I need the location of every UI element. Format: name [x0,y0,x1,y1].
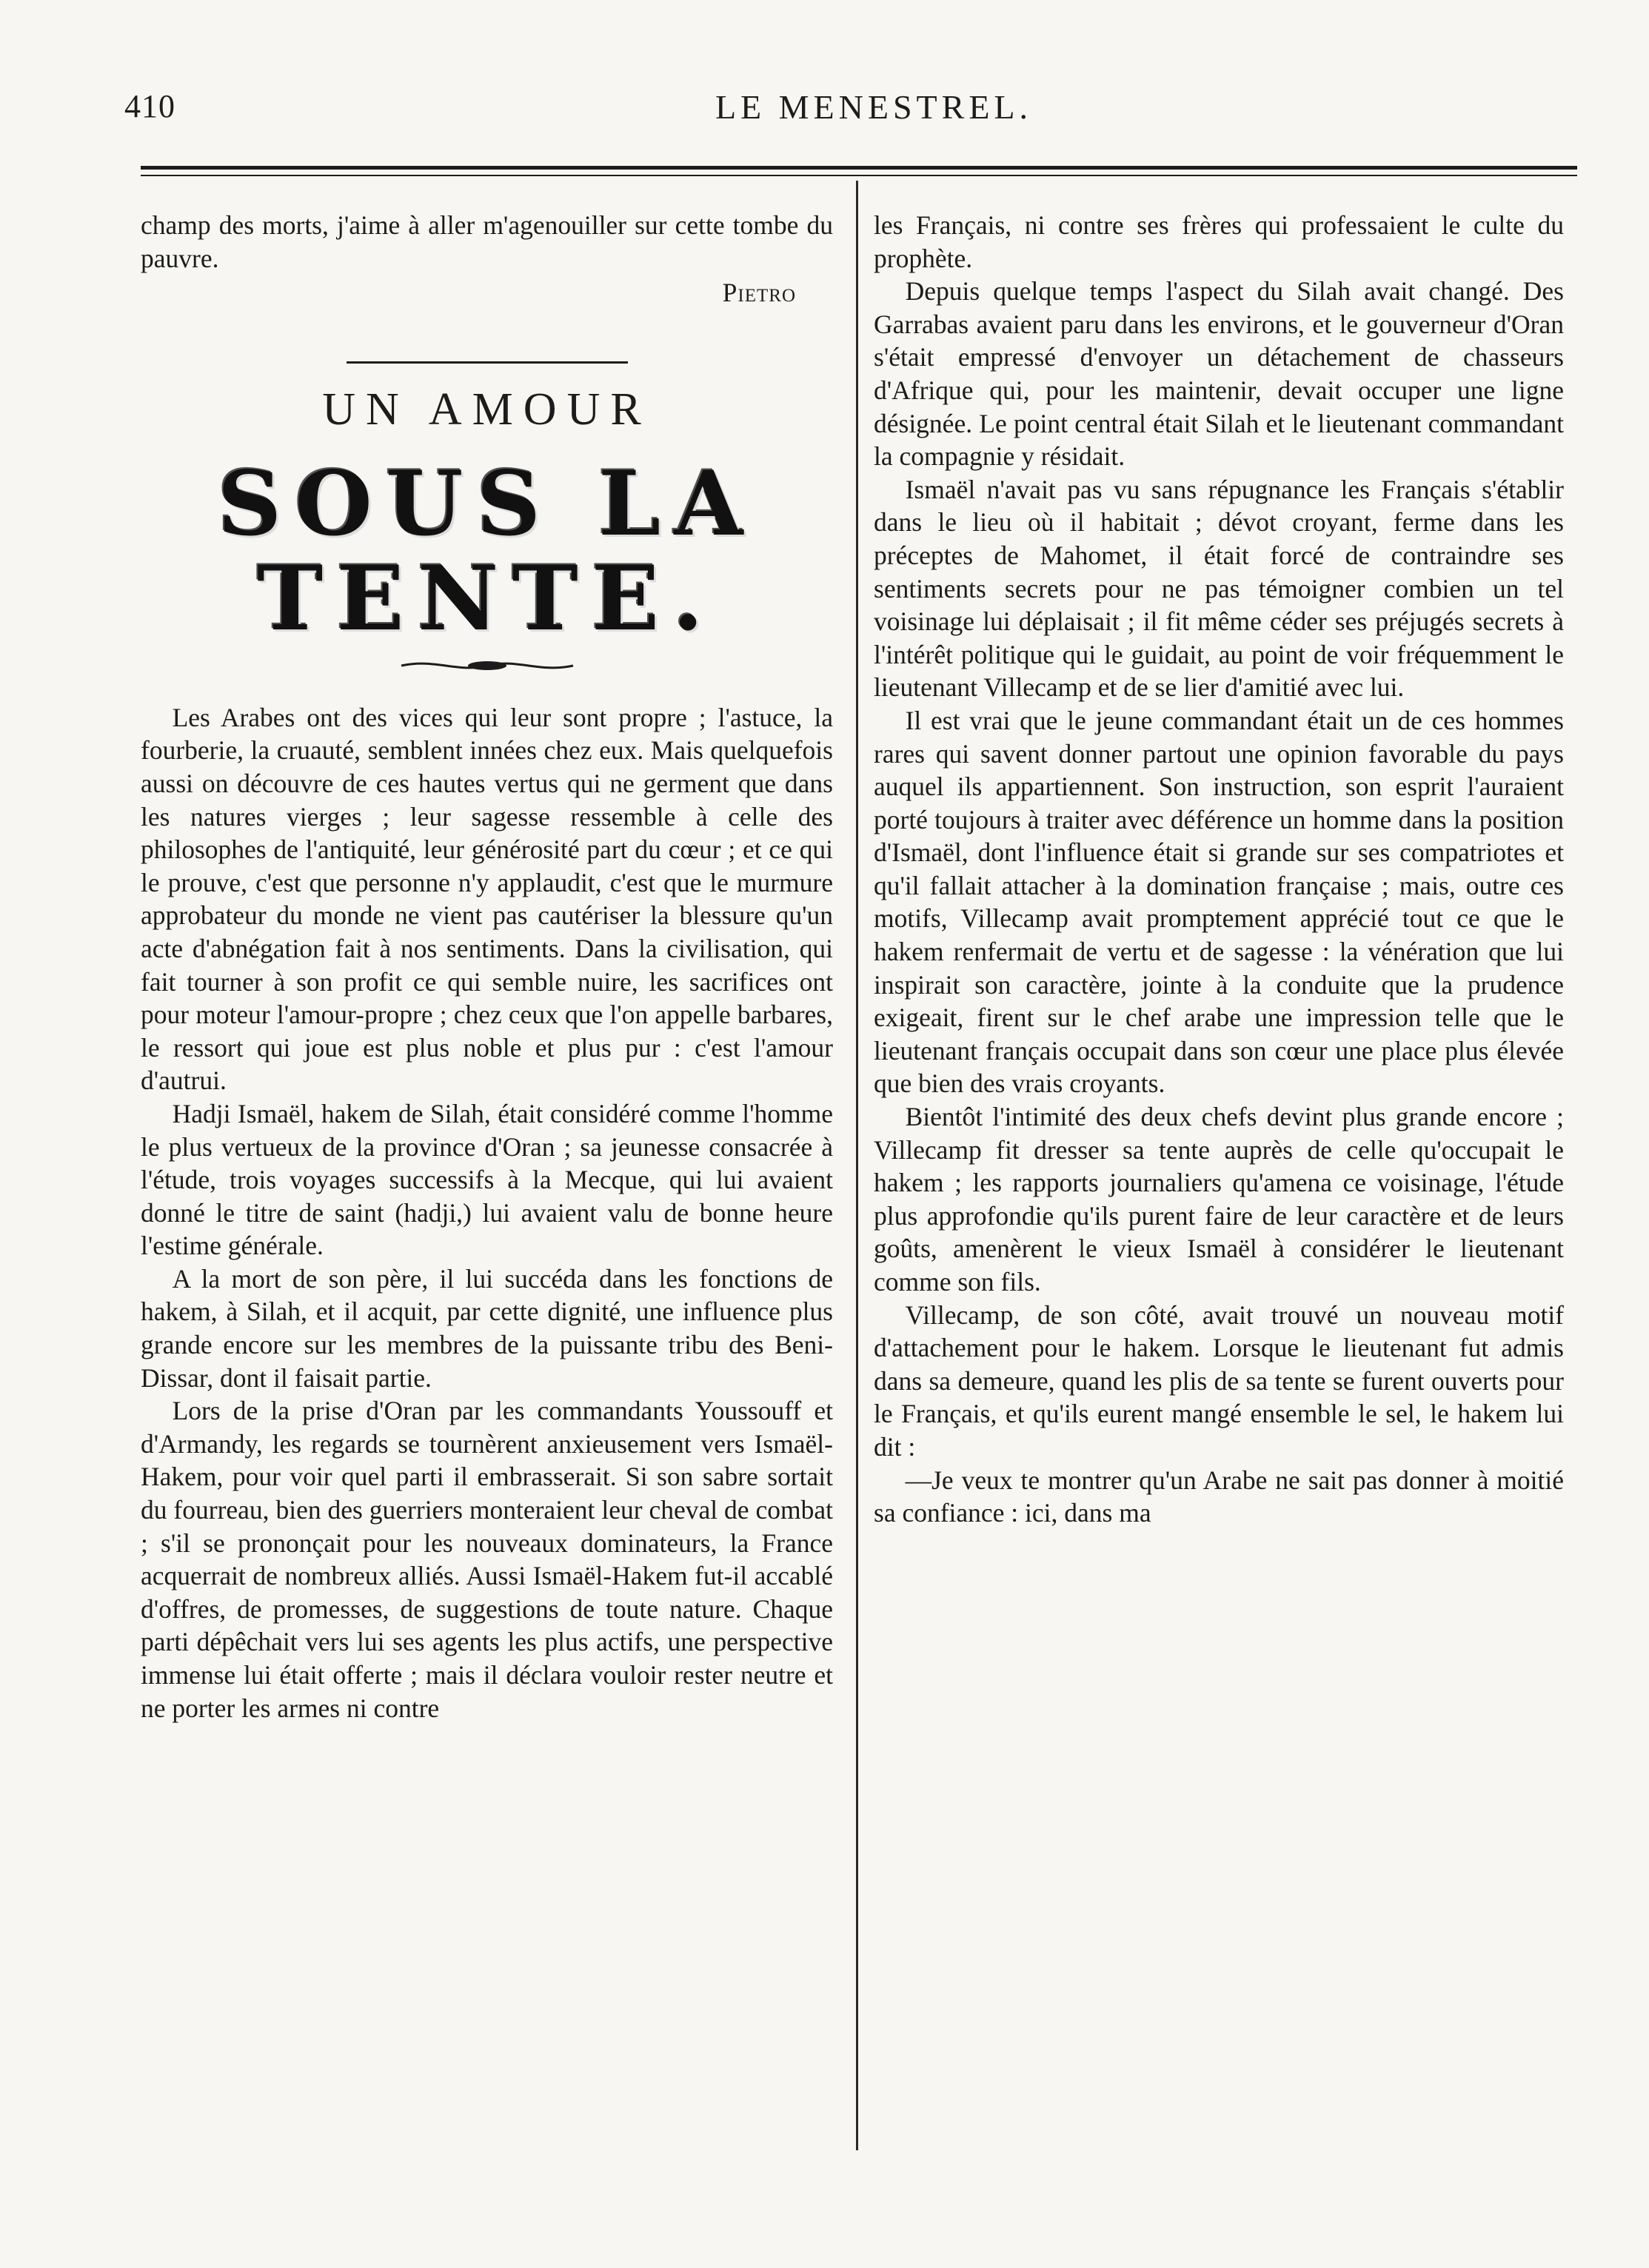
article-paragraph: Lors de la prise d'Oran par les commandants Youssouff et d'Armandy, les regards se tournèrent anxieusement vers Ismaël-Hakem, pour voir quel parti il embrasserait. Si son sabre sortait du fourreau, bien des guerriers monteraient leur cheval de combat ; s'il se prononçait pour les nouveaux dominateurs, la France acquerrait de nombreux alliés. Aussi Ismaël-Hakem fut-il accablé d'offres, de promesses, de suggestions de toute nature. Chaque parti dépêchait vers lui ses agents les plus actifs, une perspective immense lui était offerte ; mais il déclara vouloir rester neutre et ne porter les armes ni contre [141,1396,833,1723]
article-paragraph: Ismaël n'avait pas vu sans répugnance les Français s'établir dans le lieu où il habitait ; dévot croyant, ferme dans les préceptes de Mahomet, il était forcé de contraindre ses sentiments secrets pour ne pas témoigner combien un tel voisinage lui déplaisait ; il fit même céder ses préjugés secrets à l'intérêt politique qui le guidait, au point de voir fréquemment le lieutenant Villecamp et de se lier d'amitié avec lui. [874,474,1564,703]
article-title: UN AMOUR [322,384,652,435]
flourish-ornament [398,657,576,675]
article-paragraph: Villecamp, de son côté, avait trouvé un nouveau motif d'attachement pour le hakem. Lorsque le lieutenant fut admis dans sa demeure, quand les plis de sa tente se furent ouverts pour le Français, et qu'ils eurent mangé ensemble le sel, le hakem lui dit : [874,1299,1564,1462]
header-rule-thin [141,175,1577,176]
header-rule [141,166,1577,170]
article-paragraph: Bientôt l'intimité des deux chefs devint plus grande encore ; Villecamp fit dresser sa tente auprès de celle qu'occupait le hakem ; les rapports journaliers qu'amena ce voisinage, l'étude plus approfondie qu'ils purent faire de leur caractère et de leurs goûts, amenèrent le vieux Ismaël à considérer le lieutenant comme son fils. [874,1102,1564,1297]
article-paragraph: Hadji Ismaël, hakem de Silah, était considéré comme l'homme le plus vertueux de la province d'Oran ; sa jeunesse consacrée à l'étude, trois voyages successifs à la Mecque, qui lui avaient donné le titre de saint (hadji,) lui avaient valu de bonne heure l'estime générale. [141,1098,833,1261]
article-paragraph-continued: les Français, ni contre ses frères qui professaient le culte du prophète. [874,210,1564,273]
right-column [874,209,1564,1530]
article-paragraph: A la mort de son père, il lui succéda dans les fonctions de hakem, à Silah, et il acquit, par cette dignité, une influence plus grande encore sur les membres de la puissante tribu des Beni-Dissar, dont il faisait partie. [141,1263,833,1393]
article-paragraph: Il est vrai que le jeune commandant était un de ces hommes rares qui savent donner partout une opinion favorable du pays auquel ils appartiennent. Son instruction, son esprit l'auraient porté toujours à traiter avec déférence un homme dans la position d'Ismaël, dont l'influence était si grande sur ses compatriotes et qu'il fallait attacher à la domination française ; mais, outre ces motifs, Villecamp avait promptement apprécié tout ce que le hakem renfermait de vertu et de sagesse : la vénération que lui inspirait son caractère, jointe à la conduite que la prudence exigeait, firent sur le chef arabe une impression telle que le lieutenant français occupait dans son cœur une place plus élevée que bien des vrais croyants. [874,705,1564,1099]
article-paragraph: Depuis quelque temps l'aspect du Silah avait changé. Des Garrabas avaient paru dans les environs, et le gouverneur d'Oran s'était empressé d'envoyer un détachement de chasseurs d'Afrique qui, pour les maintenir, devait occuper une ligne désignée. Le point central était Silah et le lieutenant commandant la compagnie y résidait. [874,276,1564,472]
title-separator-rule [347,361,628,364]
left-column [141,209,833,1725]
article-title-ornate: SOUS LA TENTE. [217,451,757,651]
journal-title: LE MENESTREL. [715,88,1033,126]
previous-article-ending: champ des morts, j'aime à aller m'agenouiller sur cette tombe du pauvre. [141,210,833,273]
article-paragraph: —Je veux te montrer qu'un Arabe ne sait pas donner à moitié sa confiance : ici, dans ma [874,1465,1564,1528]
page-number: 410 [124,88,175,124]
column-divider [856,181,858,2150]
previous-article-signature: Pietro [722,278,796,308]
article-paragraph: Les Arabes ont des vices qui leur sont propre ; l'astuce, la fourberie, la cruauté, semblent innées chez eux. Mais quelquefois aussi on découvre de ces hautes vertus qui ne germent que dans les natures vierges ; leur sagesse ressemble à celle des philosophes de l'antiquité, leur générosité part du cœur ; et ce qui le prouve, c'est que personne n'y applaudit, c'est que le murmure approbateur du monde ne vient pas cautériser la blessure qu'un acte d'abnégation fait à nos sentiments. Dans la civilisation, qui fait tourner à son profit ce qui semble nuire, les sacrifices ont pour moteur l'amour-propre ; chez ceux que l'on appelle barbares, le ressort qui joue est plus noble et plus pur : c'est l'amour d'autrui. [141,702,833,1096]
